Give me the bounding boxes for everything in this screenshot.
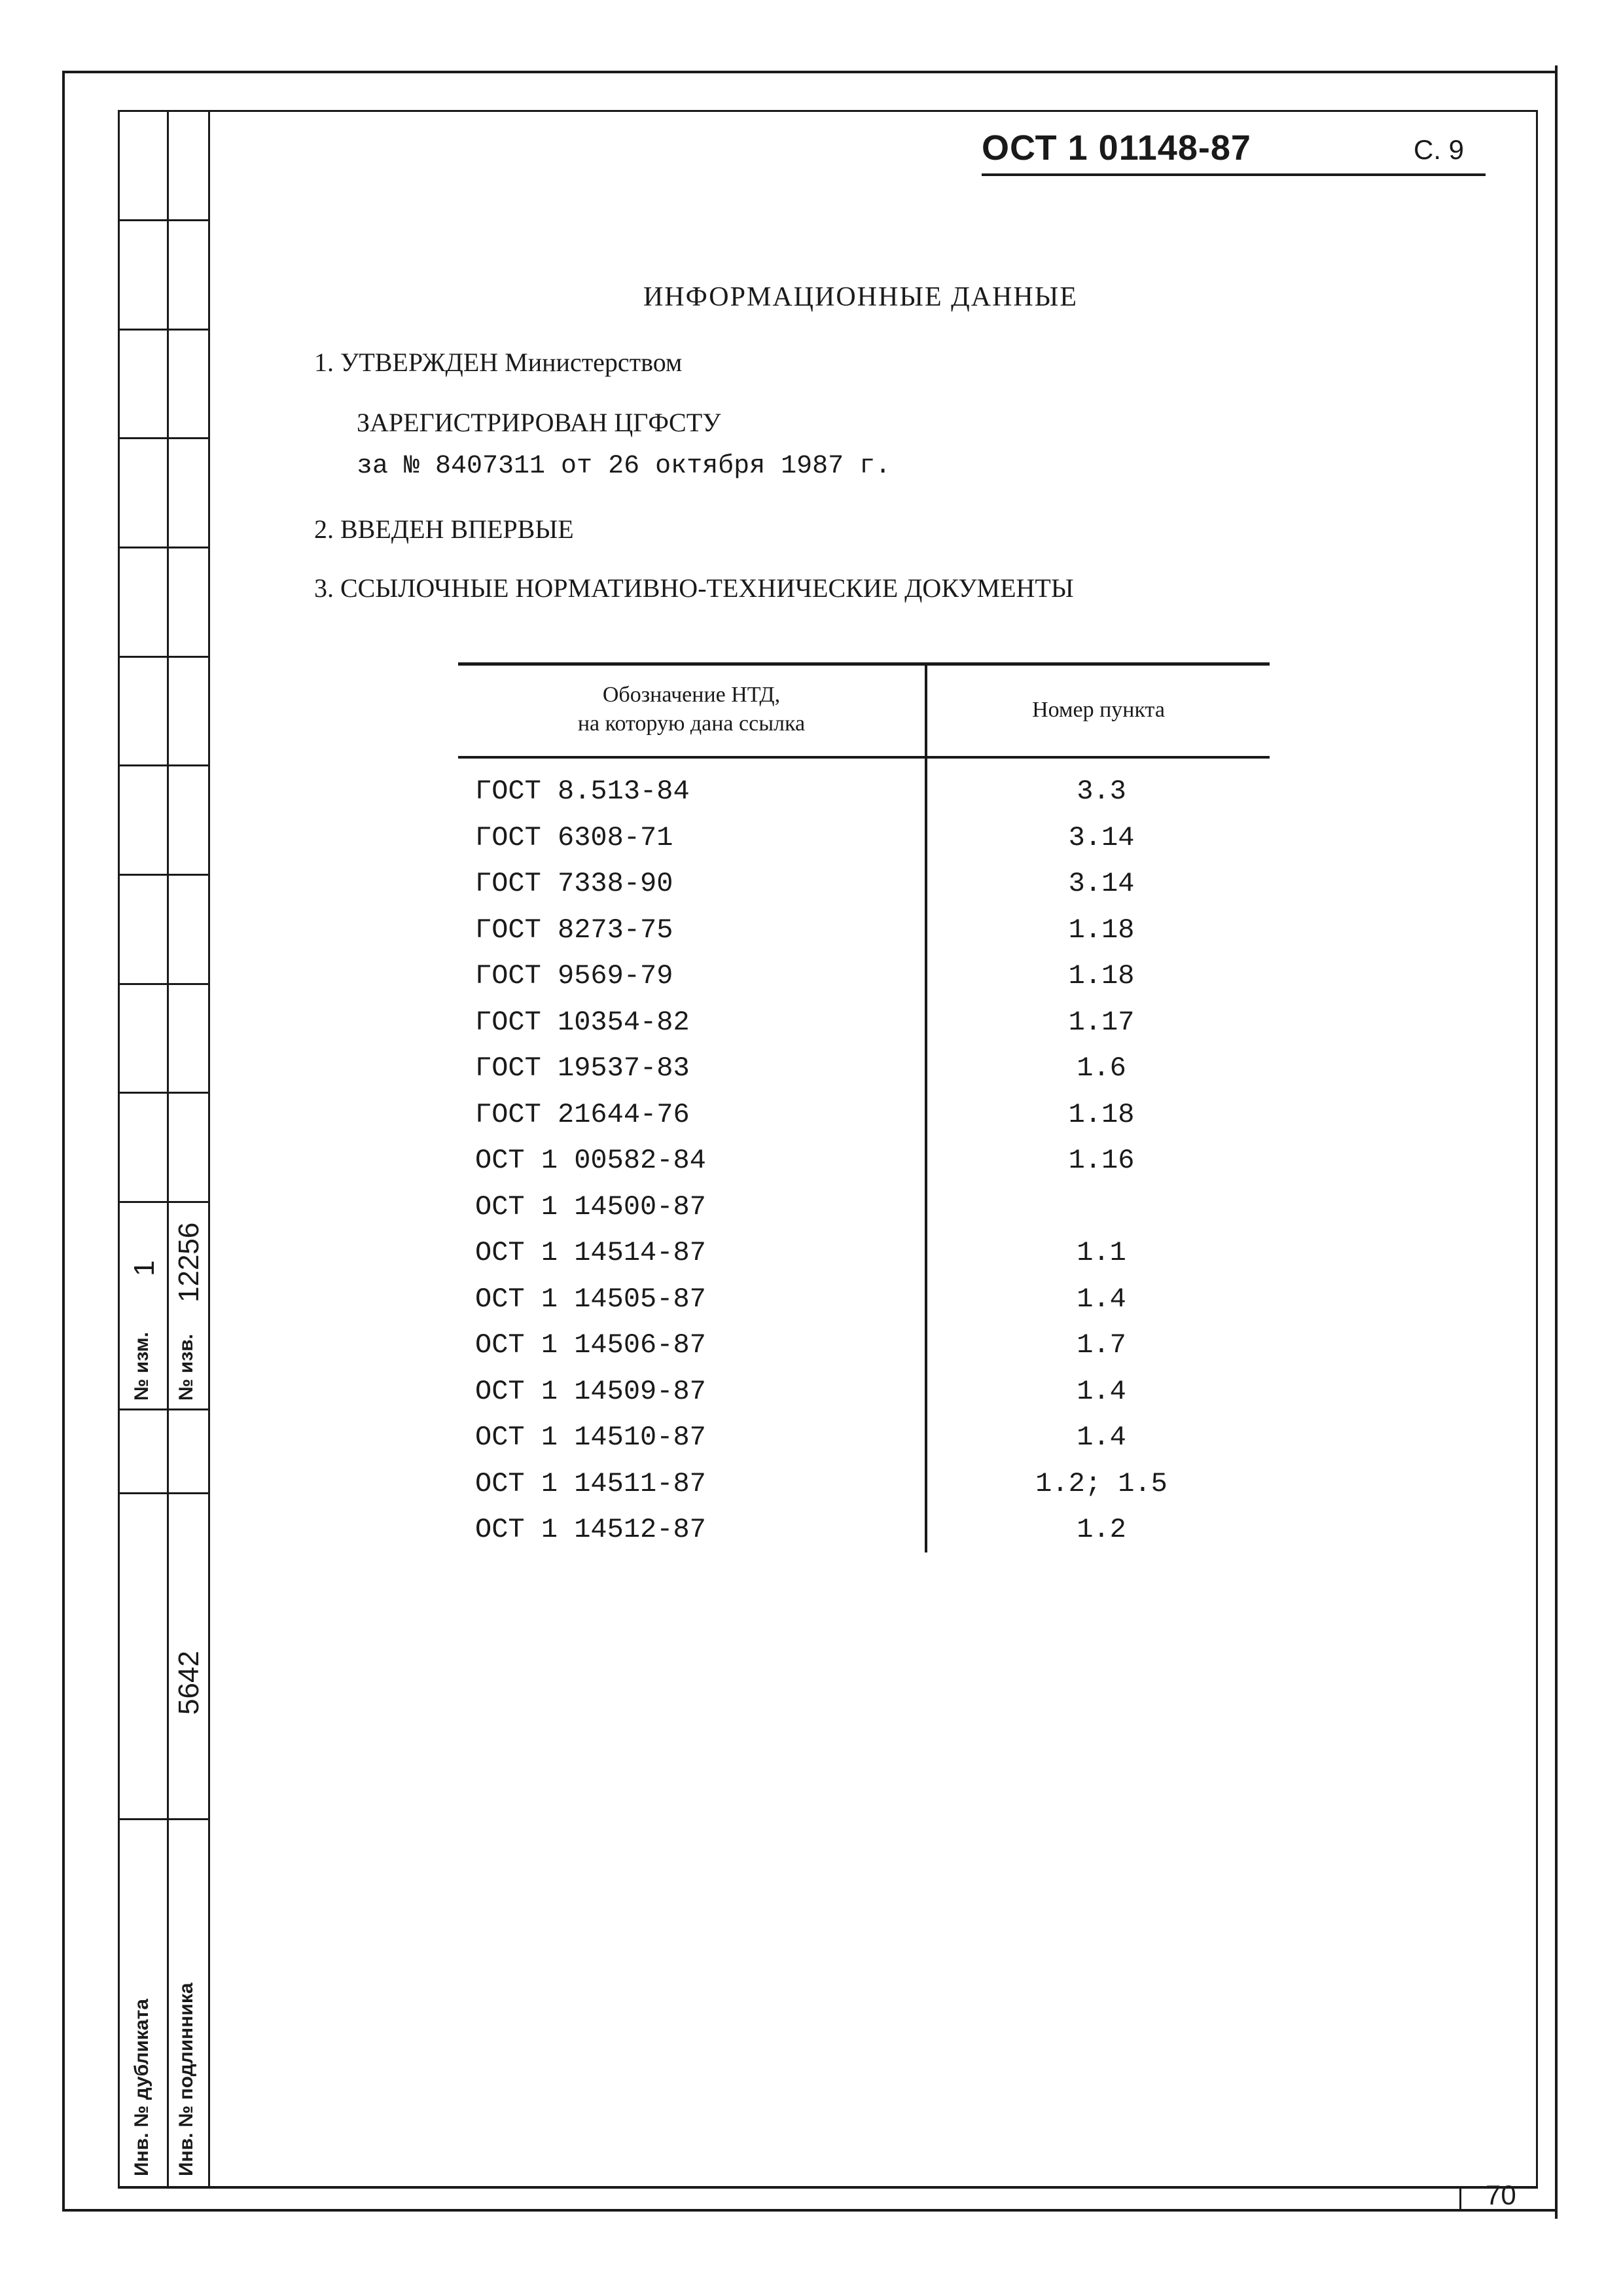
stamp-col-left [118,110,120,2188]
stamp-div [118,219,210,221]
table-row-designation: ГОСТ 10354-82 [475,1007,690,1038]
table-row-designation: ОСТ 1 14510-87 [475,1422,706,1453]
header-underline [982,173,1486,176]
page-label: С. 9 [1414,134,1465,165]
inner-frame-bottom [118,2186,1538,2189]
table-header-item-number: Номер пункта [1032,698,1165,722]
frame-right [1555,65,1558,2219]
stamp-div [118,764,210,766]
change-no-label: № изм. [131,1332,152,1401]
table-row-item-number: 1.4 [1077,1422,1126,1453]
table-row-designation: ОСТ 1 14506-87 [475,1329,706,1361]
table-row-designation: ГОСТ 7338-90 [475,868,673,899]
sheet-number-box-top [1459,2186,1461,2211]
change-no: 1 [128,1260,160,1276]
table-row-item-number: 1.16 [1068,1145,1135,1176]
table-row-item-number: 1.18 [1068,960,1135,992]
table-row-item-number: 1.17 [1068,1007,1135,1038]
table-row-designation: ГОСТ 8273-75 [475,914,673,946]
item-2: 2. ВВЕДЕН ВПЕРВЫЕ [314,514,574,544]
item-1-line-1: 1. УТВЕРЖДЕН Министерством [314,348,683,377]
table-row-item-number: 1.2 [1077,1514,1126,1545]
stamp-div [118,437,210,439]
stamp-div [118,1408,210,1410]
table-row-item-number: 1.18 [1068,914,1135,946]
table-row-designation: ГОСТ 19537-83 [475,1052,690,1084]
table-row-designation: ОСТ 1 14511-87 [475,1468,706,1499]
table-row-item-number: 1.7 [1077,1329,1126,1361]
stamp-div [118,1201,210,1203]
table-row-item-number: 1.6 [1077,1052,1126,1084]
table-row-item-number: 1.18 [1068,1099,1135,1130]
table-top-rule [458,662,1270,666]
notice-no-label: № изв. [175,1334,197,1401]
stamp-div [118,1818,210,1820]
stamp-div [118,983,210,985]
table-header-designation-line-2: на которую дана ссылка [577,711,806,736]
stamp-div [118,1492,210,1494]
table-row-designation: ОСТ 1 14505-87 [475,1283,706,1315]
stamp-div [118,656,210,658]
stamp-col-mid [167,110,169,2188]
table-row-item-number: 3.14 [1068,868,1135,899]
sheet-number: 70 [1486,2179,1516,2210]
inner-frame-top [118,110,1538,112]
table-row-designation: ОСТ 1 14509-87 [475,1376,706,1407]
dup-inv-label: Инв. № дубликата [131,1998,152,2176]
orig-inv-label: Инв. № подлинника [175,1982,197,2176]
table-row-item-number: 3.14 [1068,822,1135,853]
table-row-item-number: 3.3 [1077,776,1126,807]
stamp-div [118,547,210,548]
item-1-line-2: ЗАРЕГИСТРИРОВАН ЦГФСТУ [357,408,721,437]
item-1-line-3: за № 8407311 от 26 октября 1987 г. [357,452,891,481]
table-row-item-number: 1.1 [1077,1237,1126,1268]
table-row-designation: ГОСТ 8.513-84 [475,776,690,807]
table-row-designation: ГОСТ 6308-71 [475,822,673,853]
table-header-designation [458,681,925,738]
table-header-rule [458,756,1270,759]
frame-left [62,71,65,2211]
table-row-designation: ОСТ 1 14512-87 [475,1514,706,1545]
table-row-designation: ОСТ 1 14500-87 [475,1191,706,1223]
table-row-item-number: 1.2; 1.5 [1035,1468,1168,1499]
table-row-item-number: 1.4 [1077,1283,1126,1315]
frame-bottom [62,2209,1558,2212]
document-code: ОСТ 1 01148-87 [982,128,1251,168]
notice-no: 12256 [173,1222,205,1302]
stamp-div [118,1092,210,1094]
table-row-designation: ОСТ 1 00582-84 [475,1145,706,1176]
original-inv: 5642 [173,1651,205,1715]
stamp-div [118,329,210,331]
table-row-designation: ОСТ 1 14514-87 [475,1237,706,1268]
table-column-divider [925,662,927,1552]
table-row-designation: ГОСТ 9569-79 [475,960,673,992]
stamp-div [118,874,210,876]
item-3: 3. ССЫЛОЧНЫЕ НОРМАТИВНО-ТЕХНИЧЕСКИЕ ДОКУМЕНТЫ [314,573,1074,603]
table-row-designation: ГОСТ 21644-76 [475,1099,690,1130]
stamp-col-right [208,110,210,2188]
inner-frame-right [1536,110,1538,2188]
table-row-item-number: 1.4 [1077,1376,1126,1407]
table-header-designation-line-1: Обозначение НТД, [602,683,781,707]
page-title: ИНФОРМАЦИОННЫЕ ДАННЫЕ [643,282,1079,312]
frame-top [62,71,1558,73]
